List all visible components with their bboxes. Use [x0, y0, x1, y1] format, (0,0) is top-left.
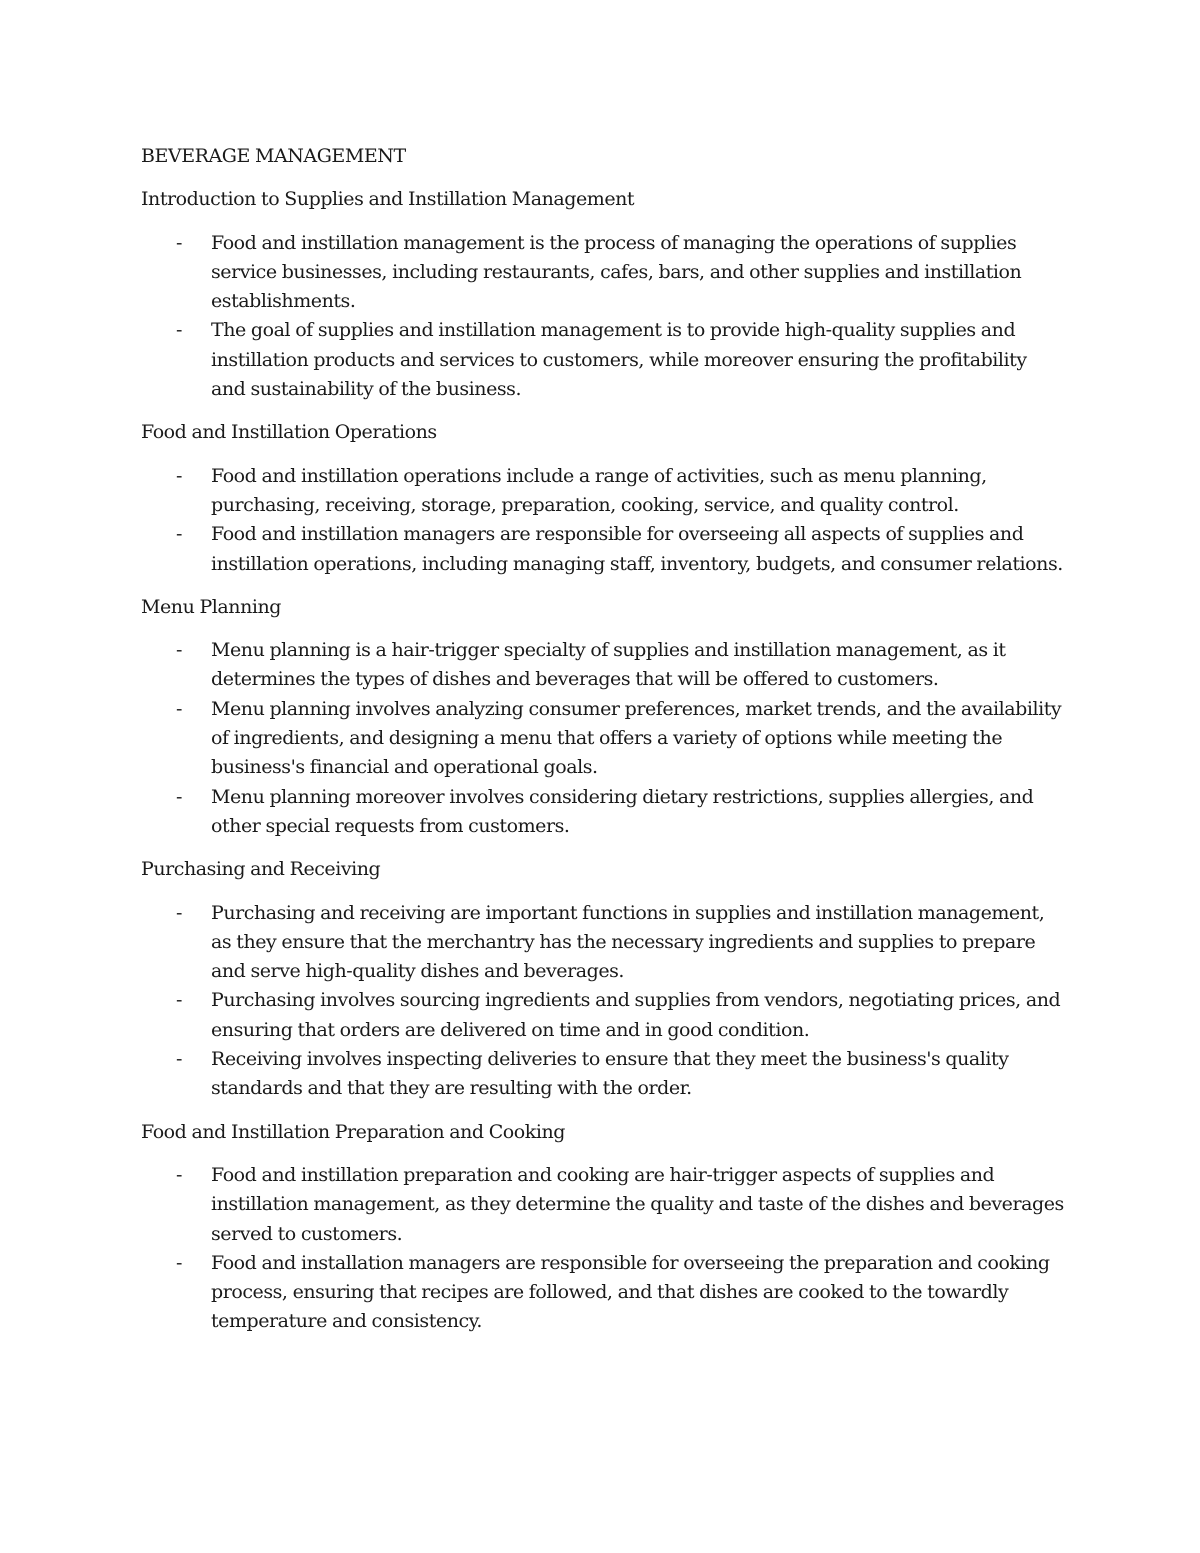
dash-marker: -: [176, 464, 182, 487]
list-item-text: Food and instillation managers are responsible for overseeing all aspects of supplies and instillation operations, including managing staff, inventory, budgets, and consumer relations.: [211, 523, 1063, 575]
section-heading: Food and Instillation Operations: [141, 421, 437, 444]
dash-marker: -: [176, 1048, 182, 1071]
list-item-text: Purchasing and receiving are important functions in supplies and instillation management, as they ensure that the merchantry has the necessary ingredients and supplies to prepare and serve high-quality dishes and beverages.: [211, 901, 1045, 983]
bullet-list: [141, 899, 1066, 1104]
section-purchasing-receiving: [141, 855, 1066, 1103]
list-item: [141, 986, 1066, 1045]
section-preparation-cooking: [141, 1118, 1066, 1337]
document-page: [141, 142, 1066, 1351]
list-item: [141, 520, 1066, 579]
bullet-list: [141, 229, 1066, 405]
dash-marker: -: [176, 523, 182, 546]
list-item-text: Purchasing involves sourcing ingredients and supplies from vendors, negotiating prices, and ensuring that orders are delivered on time and in good condition.: [211, 989, 1061, 1041]
list-item-text: Receiving involves inspecting deliveries to ensure that they meet the business's quality standards and that they are resulting with the order.: [211, 1048, 1009, 1100]
section-heading: Menu Planning: [141, 595, 282, 618]
section-heading: Food and Instillation Preparation and Cooking: [141, 1120, 565, 1143]
list-item: [141, 1161, 1066, 1249]
section-menu-planning: [141, 593, 1066, 841]
dash-marker: -: [176, 231, 182, 254]
list-item-text: Menu planning involves analyzing consumer preferences, market trends, and the availability of ingredients, and designing a menu that offers a variety of options while meeting the business's financial and operational goals.: [211, 697, 1062, 779]
dash-marker: -: [176, 319, 182, 342]
list-item: [141, 229, 1066, 317]
list-item-text: Menu planning is a hair-trigger specialty of supplies and instillation management, as it determines the types of dishes and beverages that will be offered to customers.: [211, 639, 1006, 691]
section-heading: Introduction to Supplies and Instillation Management: [141, 188, 635, 211]
bullet-list: [141, 636, 1066, 841]
dash-marker: -: [176, 901, 182, 924]
list-item: [141, 899, 1066, 987]
section-operations: [141, 418, 1066, 578]
section-heading: Purchasing and Receiving: [141, 858, 381, 881]
dash-marker: -: [176, 697, 182, 720]
bullet-list: [141, 462, 1066, 579]
dash-marker: -: [176, 1163, 182, 1186]
list-item-text: Food and installation managers are responsible for overseeing the preparation and cooking process, ensuring that recipes are followed, and that dishes are cooked to the towardly temperature and consistency.: [211, 1251, 1050, 1333]
dash-marker: -: [176, 1251, 182, 1274]
list-item: [141, 695, 1066, 783]
list-item-text: Food and instillation preparation and cooking are hair-trigger aspects of supplies and instillation management, as they determine the quality and taste of the dishes and beverages served to customers.: [211, 1163, 1064, 1245]
list-item-text: Menu planning moreover involves considering dietary restrictions, supplies allergies, and other special requests from customers.: [211, 785, 1034, 837]
dash-marker: -: [176, 785, 182, 808]
dash-marker: -: [176, 639, 182, 662]
list-item: [141, 462, 1066, 521]
list-item: [141, 316, 1066, 404]
list-item-text: Food and instillation operations include a range of activities, such as menu planning, purchasing, receiving, storage, preparation, cooking, service, and quality control.: [211, 464, 987, 516]
bullet-list: [141, 1161, 1066, 1337]
list-item: [141, 636, 1066, 695]
dash-marker: -: [176, 989, 182, 1012]
section-introduction: [141, 185, 1066, 404]
list-item: [141, 1249, 1066, 1337]
list-item: [141, 1045, 1066, 1104]
list-item-text: Food and instillation management is the process of managing the operations of supplies service businesses, including restaurants, cafes, bars, and other supplies and instillation establishments.: [211, 231, 1022, 313]
list-item-text: The goal of supplies and instillation management is to provide high-quality supplies and instillation products and services to customers, while moreover ensuring the profitability and sustainability of the business.: [211, 319, 1027, 401]
list-item: [141, 783, 1066, 842]
document-title: BEVERAGE MANAGEMENT: [141, 145, 406, 167]
